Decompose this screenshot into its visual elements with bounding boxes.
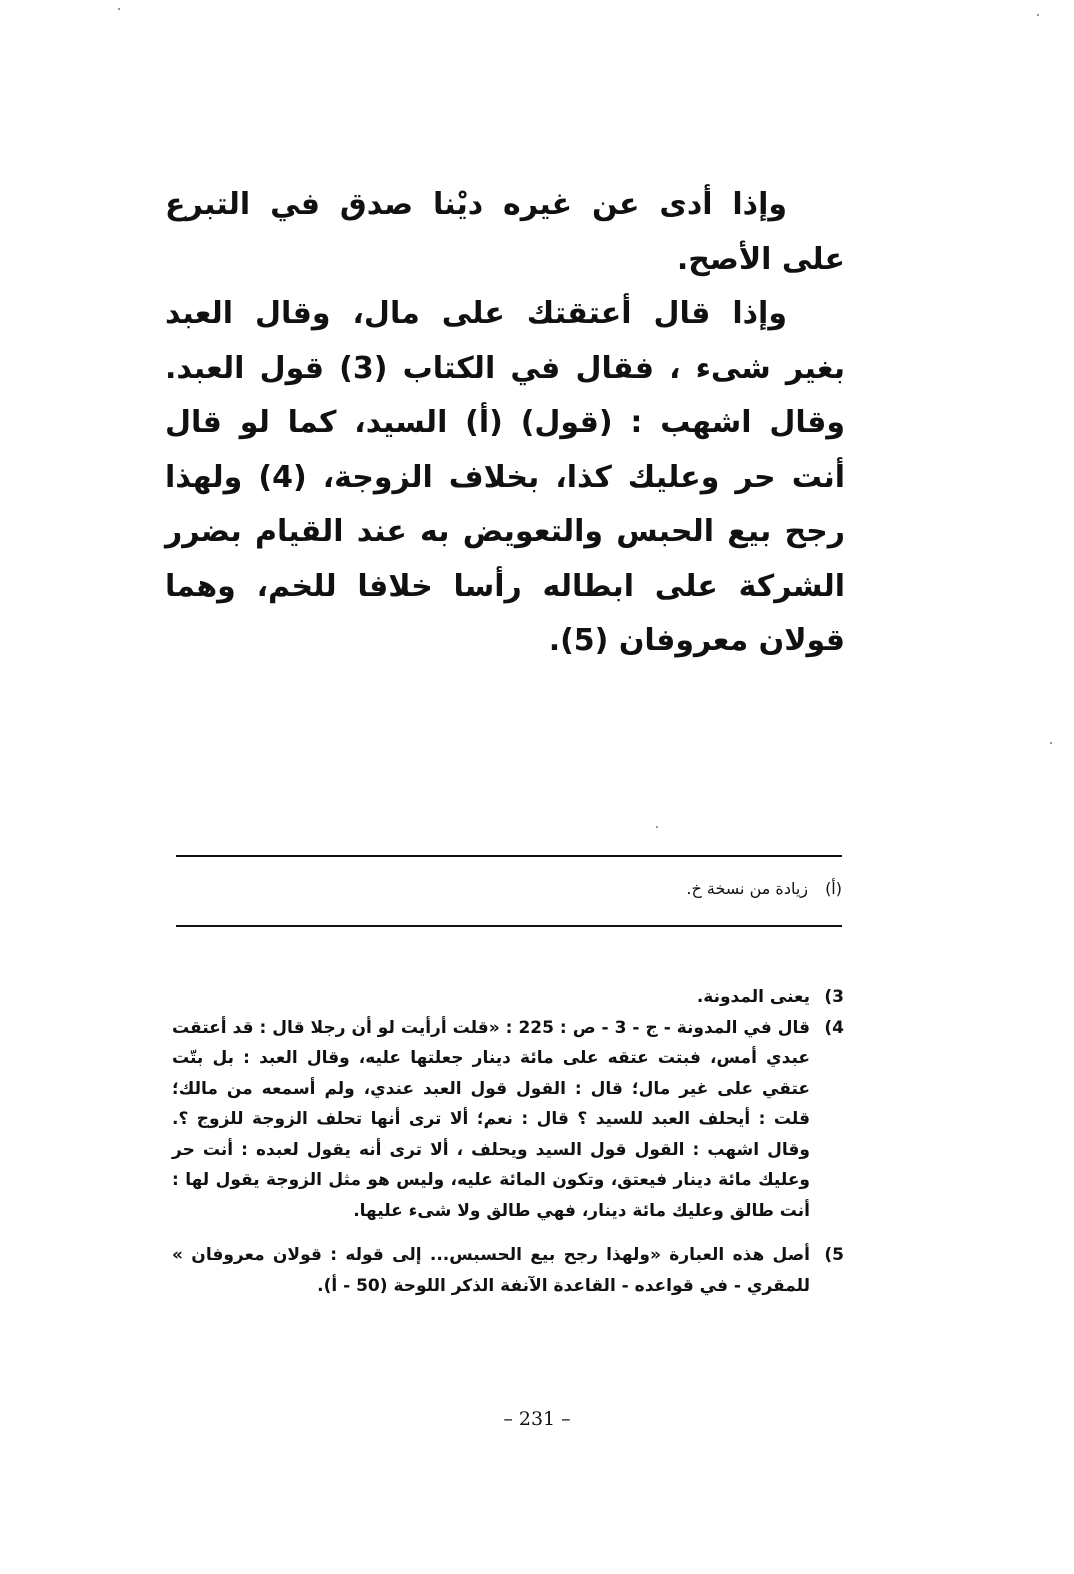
footnote-number: 5) <box>824 1245 844 1265</box>
variant-note-text: زيادة من نسخة خ. <box>686 879 808 898</box>
page-number: – 231 – <box>503 1408 571 1430</box>
footnotes <box>172 982 844 1301</box>
main-paragraph-1: وإذا أدى عن غيره ديْنا صدق في التبرع على الأصح. <box>165 187 845 277</box>
variant-note <box>176 874 842 904</box>
scan-speck <box>118 8 120 10</box>
main-paragraph-2: وإذا قال أعتقتك على مال، وقال العبد بغير شىء ، فقال في الكتاب (3) قول العبد. وقال اشهب : (قول) (أ) السيد، كما لو قال أنت حر وعليك كذا، بخلاف الزوجة، (4) ولهذا رجح بيع الحبس والتعويض به عند القيام بضرر الشركة على ابطاله رأسا خلافا للخم، وهما قولان معروفان (5). <box>165 296 846 658</box>
footnote-number: 3) <box>824 987 844 1007</box>
footnote-number: 4) <box>824 1017 844 1038</box>
variant-note-marker: (أ) <box>825 879 842 898</box>
footnote-divider-bottom <box>176 925 842 927</box>
scan-speck <box>656 826 658 828</box>
footnote-divider-top <box>176 855 842 857</box>
main-text <box>165 178 845 669</box>
footnote-text: يعنى المدونة. <box>696 987 810 1007</box>
footnote-4 <box>172 1013 844 1227</box>
scan-speck <box>1050 742 1052 744</box>
footnote-5 <box>172 1240 844 1301</box>
footnote-text: قال في المدونة - ج - 3 - ص : 225 : «قلت أرأيت لو أن رجلا قال : قد أعتقت عبدي أمس، فبتت عتقه على مائة دينار جعلتها عليه، وقال العبد : بل بتّت عتقي على غير مال؛ قال : القول قول العبد عندي، ولم أسمعه من مالك؛ قلت : أيحلف العبد للسيد ؟ قال : نعم؛ ألا ترى أنها تحلف الزوجة للزوج ؟. وقال اشهب : القول قول السيد ويحلف ، ألا ترى أنه يقول لعبده : أنت حر وعليك مائة دينار فيعتق، وتكون المائة عليه، وليس هو مثل الزوجة يقول لها : أنت طالق وعليك مائة دينار، فهي طالق ولا شىء عليها. <box>172 1017 810 1221</box>
footnote-text: أصل هذه العبارة «ولهذا رجح بيع الحسبس... إلى قوله : قولان معروفان » للمقري - في قواعده - القاعدة الآنفة الذكر اللوحة (50 - أ). <box>172 1245 810 1296</box>
footnote-3 <box>172 982 844 1013</box>
scan-speck <box>1037 14 1039 16</box>
